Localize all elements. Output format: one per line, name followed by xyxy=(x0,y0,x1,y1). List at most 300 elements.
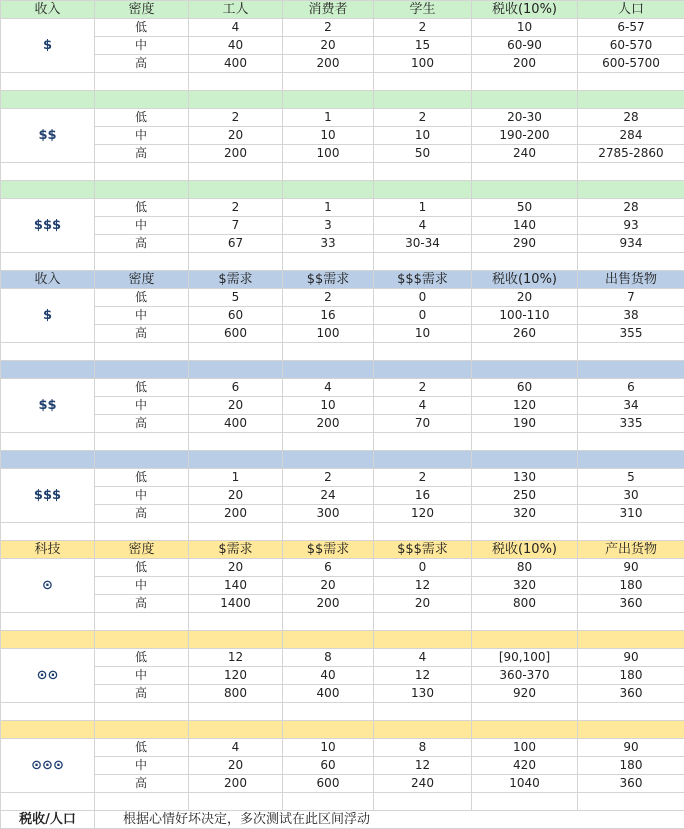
empty-cell xyxy=(95,73,189,91)
level-label: ⊙⊙⊙ xyxy=(1,739,95,793)
empty-cell xyxy=(374,793,472,811)
value-cell: 2785-2860 xyxy=(578,145,684,163)
value-cell: 2 xyxy=(189,199,283,217)
column-header: 学生 xyxy=(374,1,472,19)
table-row xyxy=(1,775,684,793)
value-cell: 320 xyxy=(472,577,578,595)
value-cell: 10 xyxy=(283,397,374,415)
empty-cell xyxy=(578,703,684,721)
value-cell: 100 xyxy=(283,325,374,343)
footer-row xyxy=(1,811,684,829)
value-cell: 5 xyxy=(189,289,283,307)
column-header: 人口 xyxy=(578,1,684,19)
column-header: 密度 xyxy=(95,271,189,289)
value-cell: 2 xyxy=(283,469,374,487)
table-row xyxy=(1,127,684,145)
empty-cell xyxy=(1,721,95,739)
value-cell: 2 xyxy=(374,19,472,37)
empty-cell xyxy=(189,631,283,649)
empty-cell xyxy=(95,793,189,811)
density-label: 高 xyxy=(95,235,189,253)
section-header-row xyxy=(1,271,684,289)
value-cell: 100 xyxy=(374,55,472,73)
empty-cell xyxy=(189,361,283,379)
spacer-row xyxy=(1,433,684,451)
column-header: 税收(10%) xyxy=(472,1,578,19)
empty-cell xyxy=(189,253,283,271)
empty-cell xyxy=(1,433,95,451)
empty-cell xyxy=(578,631,684,649)
empty-cell xyxy=(189,703,283,721)
value-cell: 5 xyxy=(578,469,684,487)
value-cell: 100 xyxy=(283,145,374,163)
value-cell: 120 xyxy=(374,505,472,523)
empty-cell xyxy=(578,253,684,271)
empty-cell xyxy=(374,91,472,109)
section-header-row xyxy=(1,541,684,559)
column-header: 税收(10%) xyxy=(472,271,578,289)
empty-cell xyxy=(578,163,684,181)
table-row xyxy=(1,739,684,757)
value-cell: 40 xyxy=(189,37,283,55)
empty-cell xyxy=(283,73,374,91)
density-label: 低 xyxy=(95,289,189,307)
empty-cell xyxy=(189,721,283,739)
value-cell: 180 xyxy=(578,577,684,595)
empty-cell xyxy=(1,343,95,361)
table-row xyxy=(1,667,684,685)
empty-cell xyxy=(1,163,95,181)
value-cell: 310 xyxy=(578,505,684,523)
level-label: $ xyxy=(1,289,95,343)
empty-cell xyxy=(1,253,95,271)
empty-cell xyxy=(472,721,578,739)
value-cell: 180 xyxy=(578,667,684,685)
value-cell: 4 xyxy=(374,217,472,235)
empty-cell xyxy=(95,523,189,541)
value-cell: 1 xyxy=(283,199,374,217)
value-cell: 1 xyxy=(189,469,283,487)
density-label: 高 xyxy=(95,145,189,163)
empty-cell xyxy=(472,433,578,451)
column-header: 消费者 xyxy=(283,1,374,19)
density-label: 高 xyxy=(95,505,189,523)
empty-cell xyxy=(374,613,472,631)
value-cell: 12 xyxy=(374,667,472,685)
empty-cell xyxy=(472,613,578,631)
empty-cell xyxy=(189,433,283,451)
value-cell: 3 xyxy=(283,217,374,235)
value-cell: 2 xyxy=(374,109,472,127)
empty-cell xyxy=(374,163,472,181)
value-cell: 100 xyxy=(472,739,578,757)
value-cell: 360-370 xyxy=(472,667,578,685)
column-header: 工人 xyxy=(189,1,283,19)
empty-cell xyxy=(95,721,189,739)
empty-cell xyxy=(1,631,95,649)
value-cell: 20 xyxy=(283,37,374,55)
density-label: 高 xyxy=(95,595,189,613)
empty-cell xyxy=(472,253,578,271)
value-cell: 12 xyxy=(374,577,472,595)
table-row xyxy=(1,595,684,613)
value-cell: 600 xyxy=(283,775,374,793)
value-cell: 400 xyxy=(189,415,283,433)
empty-cell xyxy=(374,253,472,271)
column-header: $$需求 xyxy=(283,541,374,559)
value-cell: 130 xyxy=(374,685,472,703)
value-cell: 70 xyxy=(374,415,472,433)
value-cell: 8 xyxy=(283,649,374,667)
level-label: $$$ xyxy=(1,199,95,253)
value-cell: 320 xyxy=(472,505,578,523)
density-label: 低 xyxy=(95,199,189,217)
value-cell: 2 xyxy=(189,109,283,127)
density-label: 中 xyxy=(95,127,189,145)
value-cell: 260 xyxy=(472,325,578,343)
empty-cell xyxy=(472,163,578,181)
density-label: 高 xyxy=(95,775,189,793)
value-cell: 34 xyxy=(578,397,684,415)
value-cell: 24 xyxy=(283,487,374,505)
value-cell: 10 xyxy=(374,127,472,145)
value-cell: 30 xyxy=(578,487,684,505)
empty-cell xyxy=(1,361,95,379)
value-cell: 6 xyxy=(189,379,283,397)
value-cell: 360 xyxy=(578,685,684,703)
empty-cell xyxy=(578,343,684,361)
value-cell: 20 xyxy=(189,559,283,577)
value-cell: 290 xyxy=(472,235,578,253)
value-cell: 20 xyxy=(189,127,283,145)
empty-cell xyxy=(374,181,472,199)
value-cell: 4 xyxy=(189,739,283,757)
value-cell: 7 xyxy=(189,217,283,235)
value-cell: 10 xyxy=(374,325,472,343)
band-row xyxy=(1,181,684,199)
density-label: 低 xyxy=(95,739,189,757)
value-cell: 800 xyxy=(472,595,578,613)
empty-cell xyxy=(578,793,684,811)
empty-cell xyxy=(578,721,684,739)
value-cell: 200 xyxy=(472,55,578,73)
table-row xyxy=(1,235,684,253)
empty-cell xyxy=(578,361,684,379)
spacer-row xyxy=(1,163,684,181)
empty-cell xyxy=(283,343,374,361)
value-cell: 30-34 xyxy=(374,235,472,253)
density-label: 低 xyxy=(95,559,189,577)
value-cell: 20-30 xyxy=(472,109,578,127)
empty-cell xyxy=(189,793,283,811)
value-cell: 60 xyxy=(189,307,283,325)
value-cell: 120 xyxy=(472,397,578,415)
value-cell: 10 xyxy=(283,127,374,145)
value-cell: 93 xyxy=(578,217,684,235)
empty-cell xyxy=(95,433,189,451)
value-cell: 200 xyxy=(283,595,374,613)
empty-cell xyxy=(189,523,283,541)
empty-cell xyxy=(283,91,374,109)
footer-label: 税收/人口 xyxy=(1,811,95,829)
value-cell: 80 xyxy=(472,559,578,577)
empty-cell xyxy=(283,523,374,541)
value-cell: 7 xyxy=(578,289,684,307)
empty-cell xyxy=(578,523,684,541)
empty-cell xyxy=(472,451,578,469)
empty-cell xyxy=(95,451,189,469)
empty-cell xyxy=(578,181,684,199)
empty-cell xyxy=(1,793,95,811)
value-cell: 6-57 xyxy=(578,19,684,37)
value-cell: 33 xyxy=(283,235,374,253)
empty-cell xyxy=(95,253,189,271)
empty-cell xyxy=(95,91,189,109)
table-row xyxy=(1,37,684,55)
level-label: $ xyxy=(1,19,95,73)
value-cell: 140 xyxy=(472,217,578,235)
empty-cell xyxy=(578,91,684,109)
table-row xyxy=(1,19,684,37)
empty-cell xyxy=(283,361,374,379)
table-row xyxy=(1,109,684,127)
empty-cell xyxy=(472,523,578,541)
table-row xyxy=(1,505,684,523)
table-row xyxy=(1,199,684,217)
empty-cell xyxy=(1,703,95,721)
density-label: 高 xyxy=(95,415,189,433)
value-cell: 800 xyxy=(189,685,283,703)
table-row xyxy=(1,289,684,307)
table-row xyxy=(1,325,684,343)
empty-cell xyxy=(1,181,95,199)
column-header: 收入 xyxy=(1,1,95,19)
value-cell: 20 xyxy=(189,757,283,775)
value-cell: 38 xyxy=(578,307,684,325)
value-cell: 2 xyxy=(283,19,374,37)
density-label: 中 xyxy=(95,307,189,325)
column-header: $$$需求 xyxy=(374,541,472,559)
empty-cell xyxy=(472,181,578,199)
value-cell: 50 xyxy=(374,145,472,163)
value-cell: 20 xyxy=(374,595,472,613)
band-row xyxy=(1,91,684,109)
value-cell: 190-200 xyxy=(472,127,578,145)
value-cell: 200 xyxy=(189,145,283,163)
empty-cell xyxy=(1,523,95,541)
value-cell: 8 xyxy=(374,739,472,757)
table-row xyxy=(1,685,684,703)
empty-cell xyxy=(283,703,374,721)
value-cell: 335 xyxy=(578,415,684,433)
band-row xyxy=(1,721,684,739)
density-label: 低 xyxy=(95,379,189,397)
value-cell: 6 xyxy=(578,379,684,397)
column-header: 税收(10%) xyxy=(472,541,578,559)
value-cell: 50 xyxy=(472,199,578,217)
level-label: ⊙⊙ xyxy=(1,649,95,703)
value-cell: 12 xyxy=(374,757,472,775)
empty-cell xyxy=(189,163,283,181)
empty-cell xyxy=(283,181,374,199)
empty-cell xyxy=(283,253,374,271)
value-cell: 420 xyxy=(472,757,578,775)
empty-cell xyxy=(189,613,283,631)
value-cell: 284 xyxy=(578,127,684,145)
empty-cell xyxy=(374,361,472,379)
value-cell: 16 xyxy=(374,487,472,505)
empty-cell xyxy=(374,73,472,91)
empty-cell xyxy=(95,343,189,361)
value-cell: 120 xyxy=(189,667,283,685)
table-row xyxy=(1,307,684,325)
value-cell: 200 xyxy=(283,415,374,433)
value-cell: 28 xyxy=(578,109,684,127)
band-row xyxy=(1,451,684,469)
density-label: 低 xyxy=(95,109,189,127)
column-header: 密度 xyxy=(95,541,189,559)
table-row xyxy=(1,55,684,73)
empty-cell xyxy=(374,451,472,469)
band-row xyxy=(1,631,684,649)
value-cell: 400 xyxy=(189,55,283,73)
value-cell: 40 xyxy=(283,667,374,685)
table-row xyxy=(1,469,684,487)
empty-cell xyxy=(578,73,684,91)
empty-cell xyxy=(374,523,472,541)
empty-cell xyxy=(283,451,374,469)
value-cell: 355 xyxy=(578,325,684,343)
density-label: 高 xyxy=(95,325,189,343)
spacer-row xyxy=(1,253,684,271)
value-cell: 360 xyxy=(578,595,684,613)
empty-cell xyxy=(472,73,578,91)
value-cell: 4 xyxy=(374,649,472,667)
empty-cell xyxy=(189,91,283,109)
value-cell: 60 xyxy=(472,379,578,397)
density-label: 中 xyxy=(95,217,189,235)
value-cell: 16 xyxy=(283,307,374,325)
table-row xyxy=(1,217,684,235)
empty-cell xyxy=(189,451,283,469)
empty-cell xyxy=(283,721,374,739)
value-cell: 400 xyxy=(283,685,374,703)
table-row xyxy=(1,649,684,667)
value-cell: 300 xyxy=(283,505,374,523)
column-header: 出售货物 xyxy=(578,271,684,289)
band-row xyxy=(1,361,684,379)
value-cell: 60-90 xyxy=(472,37,578,55)
empty-cell xyxy=(578,613,684,631)
level-label: $$ xyxy=(1,109,95,163)
value-cell: 2 xyxy=(374,469,472,487)
empty-cell xyxy=(283,163,374,181)
column-header: 科技 xyxy=(1,541,95,559)
empty-cell xyxy=(95,163,189,181)
table-row xyxy=(1,415,684,433)
empty-cell xyxy=(95,703,189,721)
value-cell: 130 xyxy=(472,469,578,487)
value-cell: 60 xyxy=(283,757,374,775)
value-cell: 1400 xyxy=(189,595,283,613)
empty-cell xyxy=(95,361,189,379)
empty-cell xyxy=(283,793,374,811)
value-cell: 240 xyxy=(472,145,578,163)
table-row xyxy=(1,577,684,595)
value-cell: 20 xyxy=(472,289,578,307)
value-cell: 20 xyxy=(189,487,283,505)
value-cell: 20 xyxy=(189,397,283,415)
column-header: 密度 xyxy=(95,1,189,19)
empty-cell xyxy=(189,343,283,361)
value-cell: 2 xyxy=(374,379,472,397)
density-label: 中 xyxy=(95,37,189,55)
spacer-row xyxy=(1,343,684,361)
table-row xyxy=(1,397,684,415)
spacer-row xyxy=(1,703,684,721)
value-cell: 4 xyxy=(283,379,374,397)
value-cell: 600 xyxy=(189,325,283,343)
empty-cell xyxy=(374,433,472,451)
value-cell: 4 xyxy=(189,19,283,37)
value-cell: 200 xyxy=(189,775,283,793)
density-label: 中 xyxy=(95,757,189,775)
density-label: 高 xyxy=(95,55,189,73)
section-header-row xyxy=(1,1,684,19)
empty-cell xyxy=(472,703,578,721)
empty-cell xyxy=(1,451,95,469)
empty-cell xyxy=(374,343,472,361)
value-cell: 2 xyxy=(283,289,374,307)
value-cell: [90,100] xyxy=(472,649,578,667)
value-cell: 12 xyxy=(189,649,283,667)
column-header: 收入 xyxy=(1,271,95,289)
value-cell: 0 xyxy=(374,559,472,577)
value-cell: 15 xyxy=(374,37,472,55)
empty-cell xyxy=(283,433,374,451)
empty-cell xyxy=(95,613,189,631)
empty-cell xyxy=(189,181,283,199)
value-cell: 20 xyxy=(283,577,374,595)
density-label: 中 xyxy=(95,577,189,595)
table-row xyxy=(1,757,684,775)
column-header: $$$需求 xyxy=(374,271,472,289)
sheet-body xyxy=(1,1,684,829)
empty-cell xyxy=(578,433,684,451)
value-cell: 200 xyxy=(283,55,374,73)
value-cell: 6 xyxy=(283,559,374,577)
value-cell: 240 xyxy=(374,775,472,793)
column-header: $需求 xyxy=(189,271,283,289)
empty-cell xyxy=(472,793,578,811)
density-label: 中 xyxy=(95,397,189,415)
column-header: $$需求 xyxy=(283,271,374,289)
value-cell: 10 xyxy=(472,19,578,37)
column-header: $需求 xyxy=(189,541,283,559)
value-cell: 60-570 xyxy=(578,37,684,55)
table-row xyxy=(1,379,684,397)
value-cell: 1 xyxy=(283,109,374,127)
value-cell: 100-110 xyxy=(472,307,578,325)
table-row xyxy=(1,559,684,577)
level-label: $$$ xyxy=(1,469,95,523)
value-cell: 140 xyxy=(189,577,283,595)
empty-cell xyxy=(1,73,95,91)
empty-cell xyxy=(95,181,189,199)
value-cell: 600-5700 xyxy=(578,55,684,73)
empty-cell xyxy=(472,91,578,109)
value-cell: 90 xyxy=(578,739,684,757)
